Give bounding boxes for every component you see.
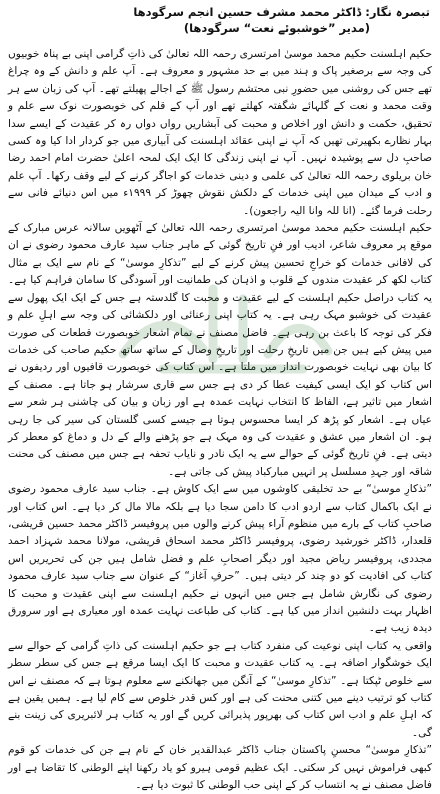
reviewer-header bbox=[8, 4, 432, 36]
paragraph-1: حکیم اہلسنت حکیم محمد موسیٰ امرتسری رحمہ اللہ تعالیٰ کی ذاتِ گرامی اپنی بے پناہ خوبیوں کی وجہ سے برصغیر پاک و ہند میں بے حد مشہور و معروف ہے۔ آپ علم و دانش کے وہ چراغ تھے جس کی روشنی میں حضورِ نبی محتشم رسول ﷺ کے اجالے پھیلتے تھے۔ آپ کی زبان سے ہر وقت محمد و نعت کے گلہائے شگفتہ کھلتے تھے اور آپ کے قلم کی خوبصورت نوک سے علم و تحقیق، حکمت و دانش اور اخلاص و محبت کی آبشاریں رواں دواں رہ کر عقیدت کے ایسے سدا بہار نظارے بکھیرتی تھیں کہ آپ نے اپنی عقائد اہلسنت کی آبیاری میں جو کردار ادا کیا وہ کسی صاحبِ دل سے پوشیدہ نہیں۔ آپ نے اپنی زندگی کا ایک ایک لمحہ اعلیٰ حضرت امام احمد رضا خان بریلوی رحمہ اللہ تعالیٰ کی علمی و دینی خدمات کو اجاگر کرنے کے لیے وقف رکھا۔ آپ علم و ادب کے میدان میں اپنی خدمات کے دلکش نقوش چھوڑ کر ۱۹۹۹ء میں اس دنیائے فانی سے رحلت فرما گئے۔ (انا للہ وانا الیہ راجعون)۔ bbox=[8, 48, 433, 217]
paragraph-3: ”تذکارِ موسیٰ“ بے حد تخلیقی کاوشوں میں سے ایک کاوش ہے۔ جناب سید عارف محمود رضوی نے ایک باکمال کتاب سے اردو ادب کا دامن سجا دیا ہے بلکہ مالا مال کر دیا ہے۔ اس کتاب اور صاحبِ کتاب کے بارے میں منظوم آراء پیش کرنے والوں میں پروفیسر ڈاکٹر محمد حسین قریشی، قلعدار، ڈاکٹر خورشید رضوی، پروفیسر ڈاکٹر محمد اسحاق قریشی، مولانا محمد شہزاد احمد مجددی، پروفیسر ریاض مجید اور دیگر اصحابِ علم و فضل شامل ہیں جن کی تحریریں اس کتاب کی افادیت کو دو چند کر دیتی ہیں۔ ”حرفِ آغاز“ کے عنوان سے جناب سید عارف محمود رضوی کی نگارش شامل ہے جس میں انہوں نے حکیم اہلسنت سے اپنی عقیدت و محبت کا اظہار بہت دلنشین انداز میں کیا ہے۔ کتاب کی طباعت نہایت عمدہ اور معیاری ہے اور سرورق دیدہ زیب ہے۔ bbox=[8, 483, 432, 635]
paragraph-4: واقعی یہ کتاب اپنی نوعیت کی منفرد کتاب ہے جو حکیم اہلسنت کی ذاتِ گرامی کے حوالے سے ایک خوشگوار اضافہ ہے۔ یہ کتاب عقیدت و محبت کا ایک ایسا مرقع ہے جس کی سطر سطر سے خلوص ٹپکتا ہے۔ ”تذکارِ موسیٰ“ کے آنگن میں جھانکنے سے معلوم ہوتا ہے کہ مصنف نے اس کتاب کو ترتیب دینے میں کتنی محنت کی ہے اور کس قدر خلوص سے کام لیا ہے۔ ہمیں یقین ہے کہ اہلِ علم و ادب اس کتاب کی بھرپور پذیرائی کریں گے اور یہ کتاب ہر لائبریری کی زینت بنے گی۔ bbox=[8, 639, 432, 739]
paragraph-5: ”تذکارِ موسیٰ“ محسنِ پاکستان جناب ڈاکٹر عبدالقدیر خان کے نام ہے جن کی خدمات کو قوم کبھی فراموش نہیں کر سکتی۔ ایک عظیم قومی ہیرو کو یاد رکھنا اپنے الوطنی کا تقاضا ہے اور فاضل مصنف نے یہ انتساب کر کے اپنی حب الوطنی کا ثبوت دیا ہے۔ bbox=[8, 744, 432, 792]
review-page bbox=[8, 4, 433, 792]
paragraph-2: حکیم اہلسنت حکیم محمد موسیٰ امرتسری رحمہ اللہ تعالیٰ کے آٹھویں سالانہ عرس مبارک کے موقع پر معروف شاعر، ادیب اور فنِ تاریخ گوئی کے ماہر جناب سید عارف محمود رضوی نے ان کی لافانی خدمات کو خراجِ تحسین پیش کرنے کے لیے ”تذکارِ موسیٰ“ کے نام سے ایک بے مثال کتاب لکھ کر عقیدت مندوں کے قلوب و اذہان کی طمانیت اور آسودگی کا سامان فراہم کیا ہے۔ یہ کتاب دراصل حکیم اہلسنت کے لیے عقیدت و محبت کا گلدستہ ہے جس کے ایک ایک پھول سے عقیدت کی خوشبو مہک رہی ہے۔ یہ کتاب اپنی رعنائی اور دلکشائی کی وجہ سے اہلِ علم و فکر کی توجہ کا باعث بن رہی ہے۔ فاضل مصنف نے تمام اشعار خوبصورت قطعات کی صورت میں پیش کیے ہیں جن میں تاریخِ رحلت اور تاریخِ وصال کے ساتھ ساتھ حکیم صاحب کی خدمات کا بیان بھی نہایت خوبصورت انداز میں ملتا ہے۔ اس کتاب کی خوبصورت قافیوں اور ردیفوں نے اس کتاب کو ایک ایسی کیفیت عطا کر دی ہے جس سے قاری سرشار ہو جاتا ہے۔ مصنف کے اشعار میں تاثیر ہے، الفاظ کا انتخاب نہایت عمدہ ہے اور زبان و بیان کی چاشنی ہر شعر سے عیاں ہے۔ اشعار کو پڑھ کر ایسا محسوس ہوتا ہے جیسے کسی گلستان کی سیر کی جا رہی ہو۔ ان اشعار میں عشق و عقیدت کی وہ مہک ہے جو پڑھنے والے کے دل و دماغ کو معطر کر دیتی ہے۔ فنِ تاریخ گوئی کے حوالے سے یہ ایک نادر و نایاب تحفہ ہے جس میں مصنف کی محنت شاقہ اور جہدِ مسلسل پر انہیں مبارکباد پیش کی جاتی ہے۔ bbox=[8, 222, 432, 478]
reviewer-name-line: تبصرہ نگار: ڈاکٹر محمد مشرف حسین انجم سرگودھا bbox=[133, 5, 430, 19]
reviewer-role-line: (مدیر ”خوشبوئے نعت“ سرگودھا) bbox=[183, 21, 370, 35]
